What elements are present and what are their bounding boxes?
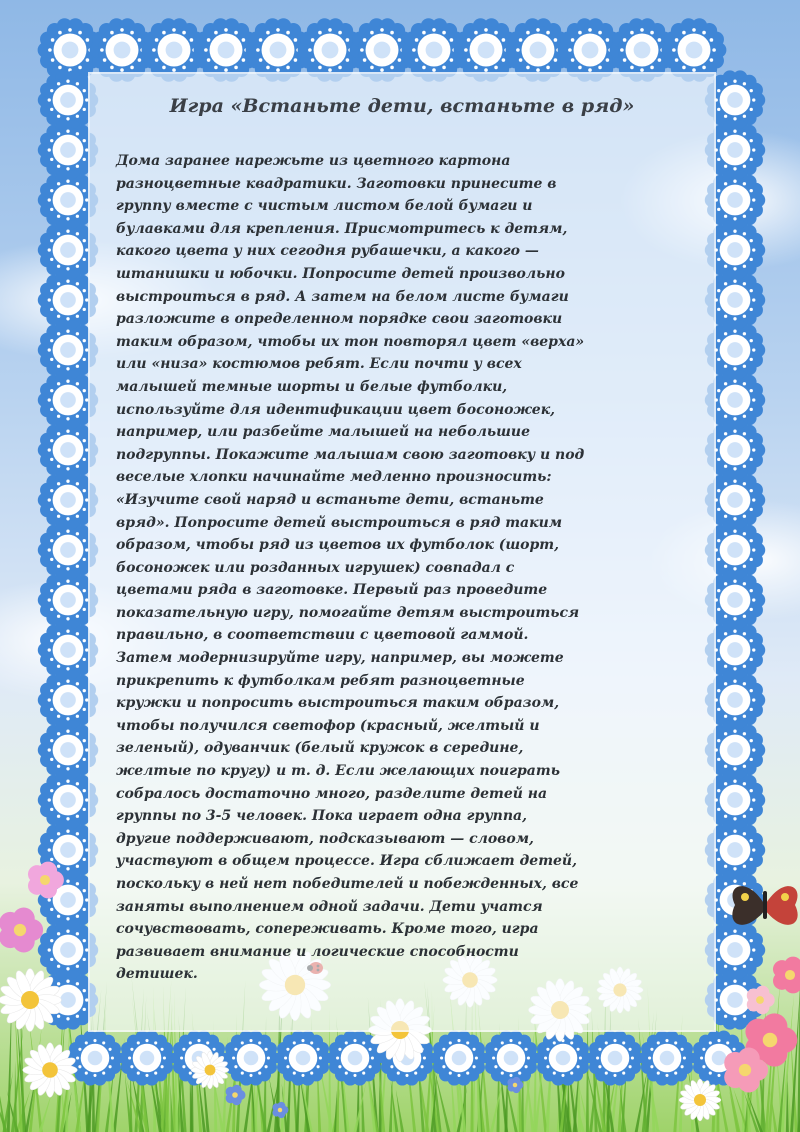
text-line: прикрепить к футболкам ребят разноцветные	[116, 672, 525, 689]
text-line: поскольку в ней нет победителей и побежденных, все	[116, 876, 579, 892]
text-line: выстроиться в ряд. А затем на белом листе бумаги	[116, 288, 569, 305]
daisy-flower	[679, 1079, 721, 1121]
text-line: образом, чтобы ряд из цветов их футболок (шорт,	[116, 537, 559, 554]
game-description	[116, 150, 716, 986]
lace-medallion	[483, 1030, 539, 1085]
text-line: или «низа» костюмов ребят. Если почти у всех	[116, 356, 522, 373]
text-line: цветами ряда в заготовке. Первый раз проведите	[116, 582, 548, 599]
lace-medallion	[275, 1030, 331, 1085]
daisy-flower	[191, 1051, 229, 1089]
pink-flower	[773, 957, 800, 994]
pink-flower	[747, 986, 775, 1015]
text-line: Дома заранее нарежьте из цветного картона	[116, 153, 511, 169]
text-line: веселые хлопки начинайте медленно произносить:	[116, 469, 552, 486]
daisy-flower	[0, 969, 62, 1032]
text-line: правильно, в соответствии с цветовой гаммой.	[116, 627, 529, 644]
page-title: Игра «Встаньте дети, встаньте в ряд»	[169, 95, 635, 117]
text-line: Затем модернизируйте игру, например, вы можете	[116, 650, 564, 667]
text-line: например, или разбейте малышей на небольшие	[116, 424, 530, 441]
text-line: участвуют в общем процессе. Игра сближает детей,	[116, 853, 577, 870]
pink-flower	[226, 1085, 246, 1105]
text-line: вряд». Попросите детей выстроиться в ряд таким	[116, 514, 563, 531]
text-line: группы по 3-5 человек. Пока играет одна группа,	[116, 808, 527, 825]
text-line: детишек.	[116, 966, 198, 983]
text-line: желтые по кругу) и т. д. Если желающих поиграть	[116, 763, 560, 780]
text-line: кружки и попросить выстроиться таким образом,	[116, 695, 560, 712]
text-line: группу вместе с чистым листом белой бумаги и	[116, 198, 533, 215]
text-line: собралось достаточно много, разделите детей на	[116, 785, 548, 802]
text-line: таким образом, чтобы их тон повторял цвет «верха»	[116, 333, 585, 350]
text-line: другие поддерживают, подсказывают — словом,	[116, 830, 534, 847]
butterfly-icon	[732, 886, 797, 925]
text-line: штанишки и юбочки. Попросите детей произвольно	[116, 265, 565, 282]
text-line: сочувствовать, сопереживать. Кроме того, игра	[116, 921, 539, 938]
daisy-flower	[23, 1043, 78, 1098]
text-line: булавками для крепления. Присмотритесь к детям,	[116, 220, 568, 237]
text-line: «Изучите свой наряд и встаньте дети, встаньте	[116, 491, 544, 508]
text-line: разложите в определенном порядке свои заготовки	[116, 311, 563, 328]
text-line: босоножек или розданных игрушек) совпадал с	[116, 559, 515, 576]
text-line: разноцветные квадратики. Заготовки принесите в	[116, 175, 557, 192]
text-line: развивает внимание и логические способности	[116, 943, 519, 960]
text-line: малышей темные шорты и белые футболки,	[116, 378, 508, 395]
text-line: чтобы получился светофор (красный, желтый и	[116, 717, 540, 734]
pink-flower	[0, 907, 43, 952]
text-line: показательную игру, помогайте детям выстроиться	[116, 604, 580, 621]
text-line: подгруппы. Покажите малышам свою заготовку и под	[116, 446, 585, 463]
text-line: какого цвета у них сегодня рубашечки, а какого —	[116, 243, 539, 260]
text-line: используйте для идентификации цвет босоножек,	[116, 401, 556, 418]
pink-flower	[272, 1102, 288, 1118]
text-line: зеленый), одуванчик (белый кружок в середине,	[116, 740, 524, 757]
text-line: заняты выполнением одной задачи. Дети учатся	[116, 898, 543, 915]
lace-medallion	[223, 1030, 279, 1085]
